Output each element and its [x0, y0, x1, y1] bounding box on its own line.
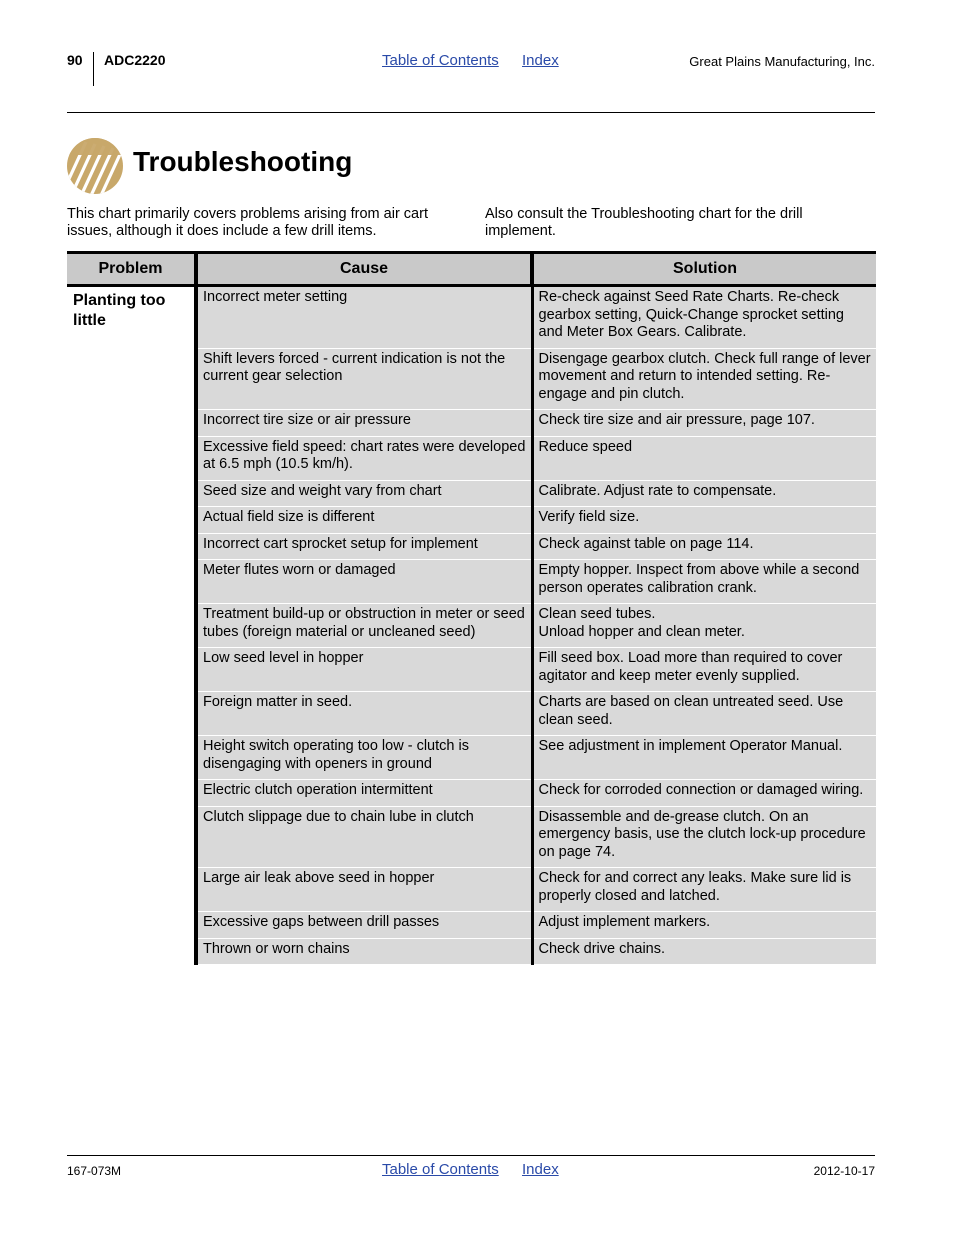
troubleshooting-table — [67, 251, 876, 965]
cause-cell: Actual field size is different — [196, 507, 532, 534]
solution-cell: Adjust implement markers. — [532, 912, 876, 939]
solution-cell: Check for and correct any leaks. Make sure lid is properly closed and latched. — [532, 868, 876, 912]
table-row — [67, 286, 876, 349]
cause-cell: Thrown or worn chains — [196, 938, 532, 965]
page-title: Troubleshooting — [133, 146, 353, 177]
footer-doc-number: 167-073M — [67, 1164, 122, 1178]
page-number: 90 — [67, 52, 83, 68]
solution-cell: Clean seed tubes. Unload hopper and clean meter. — [532, 604, 876, 648]
footer-index-link[interactable]: Index — [522, 1161, 559, 1178]
footer-date: 2012-10-17 — [813, 1164, 875, 1178]
column-header-solution: Solution — [532, 253, 876, 286]
solution-cell: Check drive chains. — [532, 938, 876, 965]
company-name: Great Plains Manufacturing, Inc. — [689, 54, 875, 69]
solution-cell: Calibrate. Adjust rate to compensate. — [532, 480, 876, 507]
page-header — [67, 52, 875, 88]
cause-cell: Clutch slippage due to chain lube in clutch — [196, 806, 532, 868]
intro-text-right: Also consult the Troubleshooting chart for the drill implement. — [485, 206, 803, 239]
solution-cell: See adjustment in implement Operator Manual. — [532, 736, 876, 780]
footer-toc-link[interactable]: Table of Contents — [382, 1161, 499, 1178]
solution-cell: Check for corroded connection or damaged wiring. — [532, 780, 876, 807]
cause-cell: Large air leak above seed in hopper — [196, 868, 532, 912]
column-header-cause: Cause — [196, 253, 532, 286]
problem-cell: Planting too little — [67, 286, 196, 965]
solution-cell: Disassemble and de-grease clutch. On an emergency basis, use the clutch lock-up procedure on page 74. — [532, 806, 876, 868]
cause-cell: Low seed level in hopper — [196, 648, 532, 692]
great-plains-logo-icon — [67, 138, 123, 194]
cause-cell: Foreign matter in seed. — [196, 692, 532, 736]
cause-cell: Excessive gaps between drill passes — [196, 912, 532, 939]
cause-cell: Electric clutch operation intermittent — [196, 780, 532, 807]
cause-cell: Meter flutes worn or damaged — [196, 560, 532, 604]
solution-cell: Check tire size and air pressure, page 107. — [532, 410, 876, 437]
solution-cell: Check against table on page 114. — [532, 533, 876, 560]
solution-cell: Fill seed box. Load more than required to cover agitator and keep meter evenly supplied. — [532, 648, 876, 692]
solution-cell: Reduce speed — [532, 436, 876, 480]
cause-cell: Incorrect tire size or air pressure — [196, 410, 532, 437]
footer-rule — [67, 1155, 875, 1156]
solution-cell: Charts are based on clean untreated seed. Use clean seed. — [532, 692, 876, 736]
cause-cell: Incorrect cart sprocket setup for implement — [196, 533, 532, 560]
table-header-row — [67, 253, 876, 286]
column-header-problem: Problem — [67, 253, 196, 286]
document-id: ADC2220 — [104, 52, 166, 68]
cause-cell: Incorrect meter setting — [196, 286, 532, 349]
solution-cell: Empty hopper. Inspect from above while a second person operates calibration crank. — [532, 560, 876, 604]
cause-cell: Treatment build-up or obstruction in meter or seed tubes (foreign material or uncleaned seed) — [196, 604, 532, 648]
header-toc-link[interactable]: Table of Contents — [382, 52, 499, 69]
intro-text-left: This chart primarily covers problems arising from air cart issues, although it does include a few drill items. — [67, 206, 428, 239]
header-rule — [67, 112, 875, 113]
header-index-link[interactable]: Index — [522, 52, 559, 69]
solution-cell: Verify field size. — [532, 507, 876, 534]
solution-cell: Disengage gearbox clutch. Check full range of lever movement and return to intended setting. Re-engage and pin clutch. — [532, 348, 876, 410]
cause-cell: Seed size and weight vary from chart — [196, 480, 532, 507]
cause-cell: Shift levers forced - current indication is not the current gear selection — [196, 348, 532, 410]
cause-cell: Excessive field speed: chart rates were developed at 6.5 mph (10.5 km/h). — [196, 436, 532, 480]
header-divider — [93, 52, 94, 86]
cause-cell: Height switch operating too low - clutch is disengaging with openers in ground — [196, 736, 532, 780]
solution-cell: Re-check against Seed Rate Charts. Re-check gearbox setting, Quick-Change sprocket setting and Meter Box Gears. Calibrate. — [532, 286, 876, 349]
